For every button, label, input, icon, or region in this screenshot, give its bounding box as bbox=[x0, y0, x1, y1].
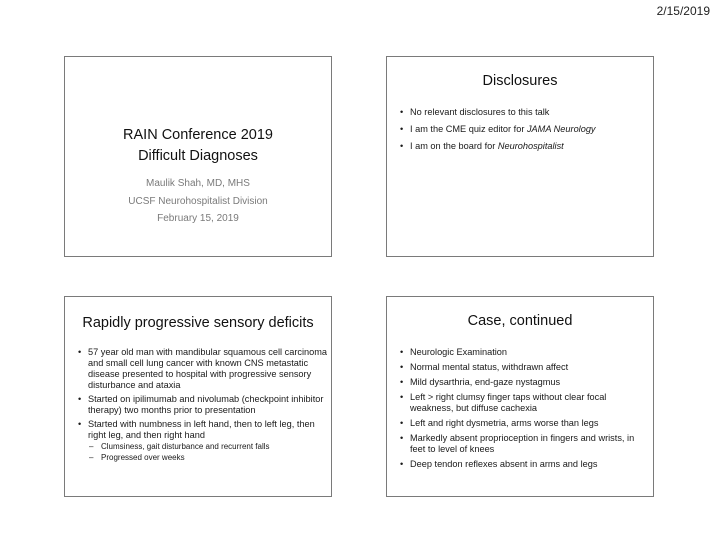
bullet-list bbox=[77, 347, 329, 466]
author-name: Maulik Shah, MD, MHS bbox=[146, 178, 250, 189]
presentation-title bbox=[65, 125, 331, 167]
list-item: • Deep tendon reflexes absent in arms and legs bbox=[399, 459, 651, 470]
journal-name: Neurohospitalist bbox=[497, 141, 564, 151]
title-line-1: RAIN Conference 2019 bbox=[123, 127, 273, 143]
list-item: • Left > right clumsy finger taps without clear focal weakness, but diffuse cachexia bbox=[399, 392, 651, 414]
list-item: • I am on the board for Neurohospitalist bbox=[399, 141, 649, 152]
list-item: • Started with numbness in left hand, then to left leg, then right leg, and then right hand – Clumsiness, gait disturbance and recurrent falls – Progressed over weeks bbox=[77, 419, 329, 463]
presenter-info bbox=[65, 175, 331, 228]
slide-heading: Case, continued bbox=[467, 313, 573, 329]
list-item: • Mild dysarthria, end-gaze nystagmus bbox=[399, 377, 651, 388]
list-item: • Started on ipilimumab and nivolumab (checkpoint inhibitor therapy) two months prior to presentation bbox=[77, 394, 329, 416]
slide-title bbox=[64, 56, 332, 257]
list-item: • No relevant disclosures to this talk bbox=[399, 107, 649, 118]
slide-heading: Disclosures bbox=[482, 73, 558, 89]
list-item: • Neurologic Examination bbox=[399, 347, 651, 358]
list-item: • Markedly absent proprioception in fingers and wrists, in feet to level of knees bbox=[399, 433, 651, 455]
title-line-2: Difficult Diagnoses bbox=[138, 148, 258, 164]
sub-list-item: – Clumsiness, gait disturbance and recurrent falls bbox=[88, 442, 329, 452]
bullet-list bbox=[399, 107, 649, 158]
journal-name: JAMA Neurology bbox=[526, 124, 596, 134]
sub-bullet-list bbox=[88, 442, 329, 463]
list-item: • Normal mental status, withdrawn affect bbox=[399, 362, 651, 373]
slide-sensory-deficits bbox=[64, 296, 332, 497]
slide-disclosures bbox=[386, 56, 654, 257]
page-date: 2/15/2019 bbox=[656, 4, 710, 18]
list-item: • I am the CME quiz editor for JAMA Neurology bbox=[399, 124, 649, 135]
slide-heading: Rapidly progressive sensory deficits bbox=[82, 315, 314, 331]
slide-case-continued bbox=[386, 296, 654, 497]
list-item: • Left and right dysmetria, arms worse than legs bbox=[399, 418, 651, 429]
sub-list-item: – Progressed over weeks bbox=[88, 453, 329, 463]
presentation-date: February 15, 2019 bbox=[157, 213, 239, 224]
list-item: • 57 year old man with mandibular squamous cell carcinoma and small cell lung cancer with known CNS metastatic disease presented to hospital with progressive sensory disturbance and ataxia bbox=[77, 347, 329, 391]
affiliation: UCSF Neurohospitalist Division bbox=[128, 195, 268, 207]
bullet-list bbox=[399, 347, 651, 474]
